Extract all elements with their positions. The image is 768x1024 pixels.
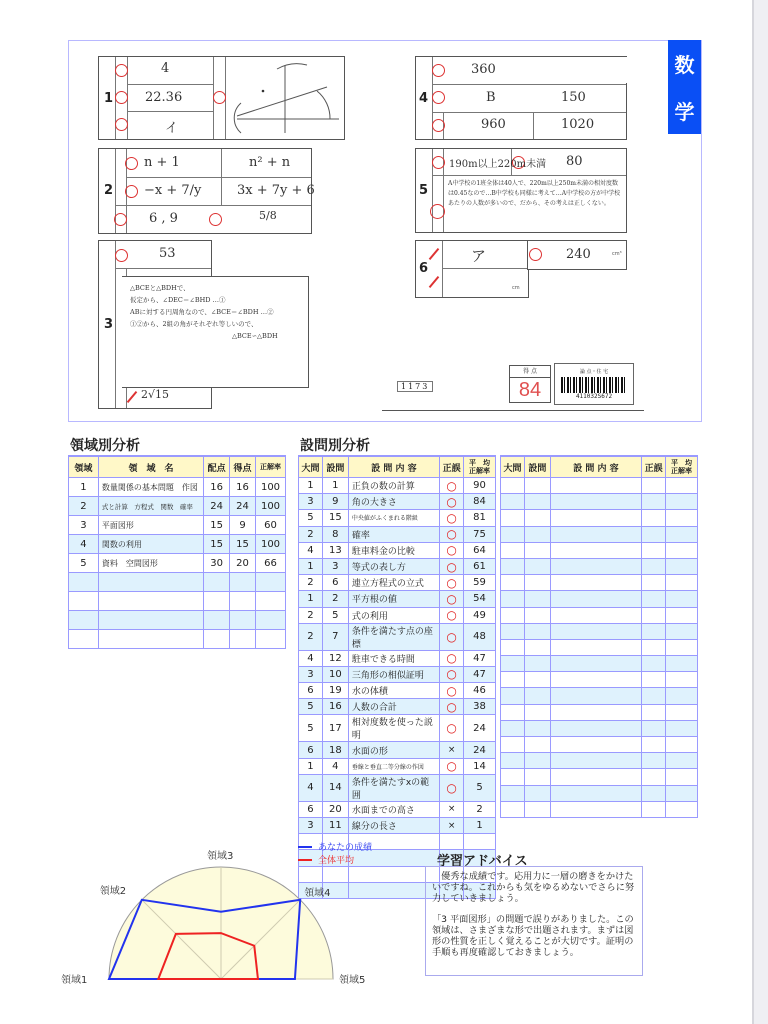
domain-cell-rate: 100	[256, 535, 286, 554]
chart-legend	[298, 840, 372, 866]
correct-icon: ○	[440, 715, 464, 742]
question-cell-avg: 1	[464, 818, 496, 834]
question-cell-major: 5	[299, 510, 323, 526]
question-row-empty	[501, 656, 698, 672]
handwritten-answer: 190m以上220m未満	[449, 159, 547, 170]
domain-cell-score: 24	[230, 497, 256, 516]
proof-line: 仮定から、∠DEC＝∠BHD …①	[130, 296, 226, 304]
question-row	[299, 478, 496, 494]
correct-mark	[529, 248, 542, 261]
question-row-empty	[501, 607, 698, 623]
domain-cell-name: 平面図形	[98, 516, 203, 535]
question-number: 1	[104, 91, 114, 106]
correct-icon: ○	[440, 591, 464, 607]
question-cell-content: 人数の合計	[348, 699, 439, 715]
domain-cell-rate: 100	[256, 478, 286, 497]
domain-cell-id: 3	[69, 516, 99, 535]
correct-mark	[114, 213, 127, 226]
question-cell-q: 7	[322, 623, 348, 650]
wrong-icon: ×	[440, 801, 464, 817]
question-6-box: 6 ア cm	[415, 240, 529, 298]
question-row	[299, 683, 496, 699]
handwritten-answer: 22.36	[145, 90, 183, 105]
question-cell-content: 角の大きさ	[348, 494, 439, 510]
question-cell-major: 6	[299, 801, 323, 817]
question-cell-content: 水の体積	[348, 683, 439, 699]
question-row-empty	[501, 542, 698, 558]
handwritten-answer: 3x + 7y + 6	[237, 183, 315, 198]
question-cell-content: 連立方程式の立式	[348, 575, 439, 591]
question-cell-major: 2	[299, 575, 323, 591]
domain-radar-chart	[60, 835, 400, 985]
question-row-empty	[501, 591, 698, 607]
axis-label: 領域2	[99, 885, 127, 897]
question-cell-major: 2	[299, 623, 323, 650]
question-cell-major: 4	[299, 650, 323, 666]
question-cell-q: 15	[322, 510, 348, 526]
domain-cell-rate: 60	[256, 516, 286, 535]
question-cell-q: 10	[322, 666, 348, 682]
domain-cell-points: 16	[204, 478, 230, 497]
wrong-icon: ×	[440, 818, 464, 834]
axis-label: 領域5	[339, 975, 366, 985]
question-row-empty	[501, 494, 698, 510]
domain-cell-id: 1	[69, 478, 99, 497]
handwritten-answer: B	[486, 90, 496, 105]
question-cell-major: 3	[299, 666, 323, 682]
question-cell-q: 8	[322, 526, 348, 542]
question-cell-avg: 54	[464, 591, 496, 607]
domain-cell-score: 9	[230, 516, 256, 535]
correct-mark	[115, 64, 128, 77]
scrollbar-gutter[interactable]	[752, 0, 768, 1024]
question-cell-content: 駐車料金の比較	[348, 542, 439, 558]
domain-analysis-table: 領域 領 域 名 配点 得点 正解率 1 数量関係の基本問題 作図 16 16 100 2 式と計算 方程式 関数 確率 24 24 100 3 平面図形 15 9 60 4 関数の利用 15 15 100 5 資料 空間図形 30 20 66	[68, 455, 286, 649]
question-cell-avg: 47	[464, 666, 496, 682]
question-6-part3-box: 240 cm³	[527, 240, 627, 270]
question-row	[299, 758, 496, 774]
question-cell-content: 式の利用	[348, 607, 439, 623]
question-cell-q: 14	[322, 774, 348, 801]
handwritten-answer: 360	[471, 62, 496, 77]
advice-box	[425, 866, 643, 976]
barcode-label: 論 点・住 宅 411032S672	[554, 363, 634, 405]
question-row	[299, 542, 496, 558]
question-cell-q: 13	[322, 542, 348, 558]
handwritten-answer: −x + 7/y	[144, 183, 202, 198]
correct-icon: ○	[440, 510, 464, 526]
correct-icon: ○	[440, 683, 464, 699]
domain-analysis-title: 領域別分析	[70, 438, 140, 454]
question-cell-major: 1	[299, 758, 323, 774]
question-row	[299, 526, 496, 542]
domain-cell-rate: 100	[256, 497, 286, 516]
question-row	[299, 818, 496, 834]
handwritten-answer: 1020	[561, 117, 595, 132]
correct-mark	[213, 91, 226, 104]
question-row-empty	[501, 672, 698, 688]
question-cell-avg: 61	[464, 558, 496, 574]
axis-label: 領域4	[304, 887, 331, 899]
correct-icon: ○	[440, 758, 464, 774]
handwritten-answer: 4	[161, 61, 170, 76]
correct-mark	[430, 204, 445, 219]
question-number: 5	[419, 183, 429, 198]
question-cell-major: 1	[299, 591, 323, 607]
wrong-mark	[429, 276, 440, 288]
handwritten-answer: n + 1	[144, 155, 180, 170]
proof-line: △BCE∽△BDH	[232, 332, 278, 340]
question-analysis-table-right: 大問 設問 設 問 内 容 正誤 平 均 正解率	[500, 455, 698, 818]
question-row-empty	[501, 526, 698, 542]
question-row	[299, 575, 496, 591]
correct-icon: ○	[440, 558, 464, 574]
domain-cell-name: 式と計算 方程式 関数 確率	[98, 497, 203, 516]
question-cell-avg: 5	[464, 774, 496, 801]
question-cell-q: 16	[322, 699, 348, 715]
question-1-box	[98, 56, 345, 140]
domain-cell-id: 4	[69, 535, 99, 554]
question-cell-major: 2	[299, 607, 323, 623]
question-cell-content: 水面までの高さ	[348, 801, 439, 817]
question-row-empty	[501, 575, 698, 591]
domain-cell-points: 15	[204, 516, 230, 535]
question-cell-q: 11	[322, 818, 348, 834]
question-row-empty	[501, 478, 698, 494]
question-row-empty	[501, 558, 698, 574]
question-cell-avg: 38	[464, 699, 496, 715]
advice-title: 学習アドバイス	[437, 854, 528, 869]
question-row-empty	[501, 737, 698, 753]
handwritten-answer: n² + n	[249, 155, 291, 170]
question-number: 4	[419, 91, 429, 106]
wrong-icon: ×	[440, 742, 464, 758]
question-cell-content: 相対度数を使った説明	[348, 715, 439, 742]
correct-icon: ○	[440, 494, 464, 510]
correct-icon: ○	[440, 650, 464, 666]
question-cell-content: 中央値がふくまれる階級	[348, 510, 439, 526]
question-cell-content: 線分の長さ	[348, 818, 439, 834]
handwritten-explanation: A中学校の1班全体は40人で、220m以上250m未満の相対度数は0.45なので…B中学校も同様に考えて…A中学校の方が中学校あたりの人数が多いので、だから、その考えは正しくない。	[448, 180, 621, 207]
question-row	[299, 699, 496, 715]
domain-row-empty	[69, 573, 286, 592]
domain-cell-rate: 66	[256, 554, 286, 573]
domain-row-empty	[69, 630, 286, 649]
question-cell-avg: 24	[464, 742, 496, 758]
question-row-empty	[501, 720, 698, 736]
question-number: 6	[419, 261, 429, 276]
question-cell-content: 垂線と垂直二等分線の作図	[348, 758, 439, 774]
answer-sheet-scan	[68, 40, 702, 422]
total-score: 84	[518, 379, 542, 401]
question-2-box	[98, 148, 315, 234]
question-cell-avg: 84	[464, 494, 496, 510]
correct-mark	[115, 118, 128, 131]
question-row-empty	[501, 510, 698, 526]
handwritten-answer: 5/8	[259, 209, 277, 222]
question-cell-content: 条件を満たすxの範囲	[348, 774, 439, 801]
question-cell-avg: 47	[464, 650, 496, 666]
question-cell-major: 5	[299, 699, 323, 715]
question-row	[299, 774, 496, 801]
domain-row-empty	[69, 592, 286, 611]
question-cell-major: 3	[299, 818, 323, 834]
question-row	[299, 715, 496, 742]
question-row-empty	[501, 688, 698, 704]
correct-mark	[432, 119, 445, 132]
question-row-empty	[501, 639, 698, 655]
question-cell-q: 19	[322, 683, 348, 699]
correct-icon: ○	[440, 774, 464, 801]
question-cell-major: 6	[299, 742, 323, 758]
question-cell-content: 平方根の値	[348, 591, 439, 607]
handwritten-answer: 53	[159, 246, 176, 261]
question-5-box	[415, 148, 627, 233]
correct-mark	[432, 156, 445, 169]
question-cell-avg: 75	[464, 526, 496, 542]
question-cell-q: 17	[322, 715, 348, 742]
question-cell-content: 水面の形	[348, 742, 439, 758]
sheet-footer	[382, 410, 644, 419]
question-analysis-table: 大問 設問 設 問 内 容 正誤 平 均 正解率 1 1 正負の数の計算 ○ 90 3 9 角の大きさ ○ 84 5 15 中央値がふくまれる階級 ○ 81 2 8 確率 ○ 75 4 13 駐車料金の比較 ○ 64 1 3 等式の表し方 ○ 61 2 6 連立方程式の立式 ○ 59 1 2 平方根の値 ○ 54 2 5 式の利用 ○ 49 2 7 条件を満たす点の座標 ○ 48 4 12 駐車できる時間 ○ 47 3 10 三角形の相似証明 ○ 47 6 19 水の体積 ○ 46 5 16 人数の合計 ○ 38 5 17 相対度数を使った説明 ○ 24 6 18 水面の形 × 24 1 4 垂線と垂直二等分線の作図 ○ 14 4 14 条件を満たすxの範囲 ○ 5 6 20 水面までの高さ × 2 3 11 線分の長さ × 1	[298, 455, 496, 899]
domain-cell-points: 30	[204, 554, 230, 573]
question-row-empty	[501, 623, 698, 639]
question-cell-major: 4	[299, 774, 323, 801]
question-row	[299, 494, 496, 510]
question-cell-content: 三角形の相似証明	[348, 666, 439, 682]
correct-icon: ○	[440, 542, 464, 558]
question-row-empty	[501, 753, 698, 769]
correct-mark	[209, 213, 222, 226]
handwritten-answer: 6 , 9	[149, 211, 178, 226]
question-number: 3	[104, 317, 114, 332]
question-row-empty	[501, 769, 698, 785]
question-row	[299, 650, 496, 666]
correct-mark	[432, 91, 445, 104]
correct-mark	[115, 91, 128, 104]
question-cell-avg: 90	[464, 478, 496, 494]
proof-line: ①②から、2組の角がそれぞれ等しいので、	[130, 320, 258, 328]
domain-cell-name: 数量関係の基本問題 作図	[98, 478, 203, 497]
handwritten-answer: 240	[566, 247, 591, 262]
question-cell-content: 条件を満たす点の座標	[348, 623, 439, 650]
legend-item-average: 全体平均	[298, 853, 372, 866]
question-cell-avg: 81	[464, 510, 496, 526]
proof-line: △BCEと△BDHで、	[130, 284, 190, 292]
question-cell-q: 9	[322, 494, 348, 510]
question-cell-q: 2	[322, 591, 348, 607]
question-cell-q: 3	[322, 558, 348, 574]
correct-icon: ○	[440, 699, 464, 715]
correct-icon: ○	[440, 666, 464, 682]
question-row-empty	[501, 785, 698, 801]
correct-icon: ○	[440, 526, 464, 542]
correct-icon: ○	[440, 623, 464, 650]
barcode	[561, 377, 627, 393]
question-cell-avg: 64	[464, 542, 496, 558]
question-cell-q: 1	[322, 478, 348, 494]
question-cell-avg: 24	[464, 715, 496, 742]
wrong-mark	[429, 248, 440, 260]
question-analysis-title: 設問別分析	[300, 438, 370, 454]
question-row-empty	[501, 801, 698, 817]
question-cell-avg: 59	[464, 575, 496, 591]
domain-row	[69, 516, 286, 535]
question-cell-avg: 48	[464, 623, 496, 650]
domain-cell-id: 5	[69, 554, 99, 573]
question-cell-content: 駐車できる時間	[348, 650, 439, 666]
question-row	[299, 742, 496, 758]
question-cell-avg: 46	[464, 683, 496, 699]
handwritten-answer: 80	[566, 154, 583, 169]
domain-cell-points: 24	[204, 497, 230, 516]
domain-cell-points: 15	[204, 535, 230, 554]
domain-row	[69, 554, 286, 573]
question-row	[299, 558, 496, 574]
advice-paragraph: 優秀な成績です。応用力に一層の磨きをかけたいですね。これからも気をゆるめないでさらに努力していきましょう。	[432, 871, 635, 904]
handwritten-answer: 960	[481, 117, 506, 132]
correct-mark	[125, 157, 138, 170]
domain-row	[69, 478, 286, 497]
domain-row-empty	[69, 611, 286, 630]
score-box: 得 点 84	[509, 365, 551, 403]
domain-cell-score: 20	[230, 554, 256, 573]
correct-mark	[432, 64, 445, 77]
question-cell-q: 5	[322, 607, 348, 623]
legend-item-you: あなたの成績	[298, 840, 372, 853]
question-number: 2	[104, 183, 114, 198]
advice-paragraph: 「3 平面図形」の問題で誤りがありました。この領域は、さまざまな形で出題されます。まずは図形の性質を正しく覚えることが大切です。証明の手順も再度確認しておきましょう。	[432, 914, 634, 958]
question-cell-major: 3	[299, 494, 323, 510]
question-cell-content: 等式の表し方	[348, 558, 439, 574]
proof-line: ABに対する円周角なので、∠BCE＝∠BDH …②	[130, 308, 274, 316]
domain-cell-name: 関数の利用	[98, 535, 203, 554]
question-cell-major: 1	[299, 558, 323, 574]
question-3-proof-box	[122, 276, 309, 388]
question-cell-avg: 2	[464, 801, 496, 817]
correct-mark	[115, 249, 128, 262]
question-cell-q: 12	[322, 650, 348, 666]
question-cell-major: 2	[299, 526, 323, 542]
question-cell-avg: 49	[464, 607, 496, 623]
handwritten-answer: ア	[471, 247, 487, 265]
question-row	[299, 623, 496, 650]
question-cell-content: 確率	[348, 526, 439, 542]
seat-number: 1173	[397, 381, 433, 392]
question-cell-major: 1	[299, 478, 323, 494]
handwritten-answer: 150	[561, 90, 586, 105]
axis-label: 領域3	[207, 851, 234, 862]
handwritten-answer: イ	[165, 121, 179, 136]
wrong-mark	[127, 391, 138, 403]
question-row	[299, 510, 496, 526]
question-cell-major: 4	[299, 542, 323, 558]
construction-drawing	[227, 61, 342, 135]
correct-icon: ○	[440, 607, 464, 623]
question-cell-avg: 14	[464, 758, 496, 774]
question-row-empty	[501, 704, 698, 720]
question-cell-content: 正負の数の計算	[348, 478, 439, 494]
question-cell-q: 18	[322, 742, 348, 758]
domain-cell-score: 15	[230, 535, 256, 554]
domain-cell-id: 2	[69, 497, 99, 516]
domain-row	[69, 497, 286, 516]
question-row	[299, 801, 496, 817]
subject-tag: 数 学	[668, 40, 701, 134]
correct-icon: ○	[440, 575, 464, 591]
question-row	[299, 666, 496, 682]
domain-cell-score: 16	[230, 478, 256, 497]
question-row	[299, 607, 496, 623]
domain-row	[69, 535, 286, 554]
correct-icon: ○	[440, 478, 464, 494]
question-cell-q: 6	[322, 575, 348, 591]
correct-mark	[125, 185, 138, 198]
question-row	[299, 591, 496, 607]
domain-cell-name: 資料 空間図形	[98, 554, 203, 573]
question-cell-q: 20	[322, 801, 348, 817]
axis-label: 領域1	[61, 975, 88, 985]
question-cell-major: 6	[299, 683, 323, 699]
question-cell-q: 4	[322, 758, 348, 774]
question-cell-major: 5	[299, 715, 323, 742]
handwritten-answer: 2√15	[141, 388, 170, 401]
